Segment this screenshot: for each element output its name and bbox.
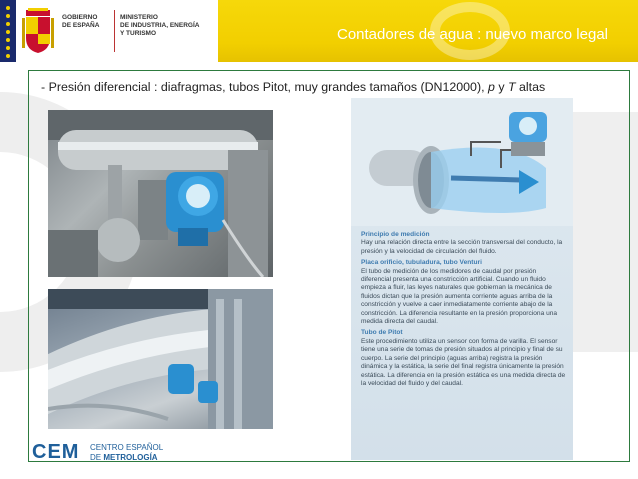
info-heading-pitot: Tubo de Pitot — [361, 329, 403, 337]
cem-logo-line-2-bold: METROLOGÍA — [103, 453, 158, 462]
logo-divider — [114, 10, 115, 52]
flag-stripe — [0, 0, 16, 62]
info-paragraph-pitot: Este procedimiento utiliza un sensor con forma de varilla. El sensor tiene una serie de tomas de presión situados al principio y final de su cuerpo. La serie del principio (aguas arriba) registra la presión dinámica y la estática, la serie del final registra únicamente la presión estática. La diferencia en la presión estática es una medida directa de la velocidad del fluido y del caudal. — [361, 337, 566, 387]
cem-logo-line-1: CENTRO ESPAÑOL — [90, 443, 164, 452]
info-heading-principle: Principio de medición — [361, 231, 430, 238]
bullet-t-variable: T — [507, 80, 516, 94]
coat-of-arms-icon — [22, 8, 54, 54]
slide-header — [0, 0, 638, 62]
gov-line-1: GOBIERNO — [62, 14, 98, 21]
bullet-suffix: altas — [515, 80, 546, 94]
ministry-line-1: MINISTERIO — [120, 14, 158, 21]
slide-title: Contadores de agua : nuevo marco legal — [336, 26, 608, 43]
cem-logo-line-2-prefix: DE — [90, 453, 104, 462]
bullet-prefix: - Presión diferencial : diafragmas, tubos Pitot, muy grandes tamaños (DN12000), — [41, 80, 488, 94]
cem-logo-letters: CEM — [32, 441, 80, 463]
gov-line-2: DE ESPAÑA — [62, 22, 100, 29]
flowmeter-photo-top — [48, 110, 273, 277]
cem-logo — [32, 441, 192, 467]
government-name — [62, 14, 99, 30]
cem-logo-line-2 — [90, 453, 158, 462]
ministry-line-2: DE INDUSTRIA, ENERGÍA — [120, 22, 200, 29]
info-paragraph-principle: Hay una relación directa entre la sección transversal del conducto, la presión y la velocidad de circulación del fluido. — [361, 239, 563, 255]
pitot-principle-infographic — [351, 98, 573, 460]
flowmeter-photo-bottom — [48, 289, 273, 429]
bullet-p-variable: p — [487, 80, 495, 94]
info-heading-orifice: Placa orificio, tubuladura, tubo Venturi — [361, 259, 482, 267]
pitot-tube-diagram — [351, 98, 573, 226]
ministry-name — [120, 14, 199, 38]
ministry-line-3: Y TURISMO — [120, 30, 156, 37]
bullet-text — [41, 80, 631, 94]
info-paragraph-orifice: El tubo de medición de los medidores de caudal por presión diferencial presenta una constricción artificial. Cuando un fluido empieza a fluir, las leyes naturales que gobiernan la mecánica de fluidos dictan que la presión aumenta corriente aguas arriba de la constricción y vuelve a caer inmediatamente corriente abajo de la constricción. La diferencia resultante en la presión proporciona una medida directa del caudal. — [361, 267, 558, 326]
government-logo-block — [0, 0, 218, 62]
infographic-text — [361, 228, 566, 388]
bullet-and: y — [494, 80, 508, 94]
